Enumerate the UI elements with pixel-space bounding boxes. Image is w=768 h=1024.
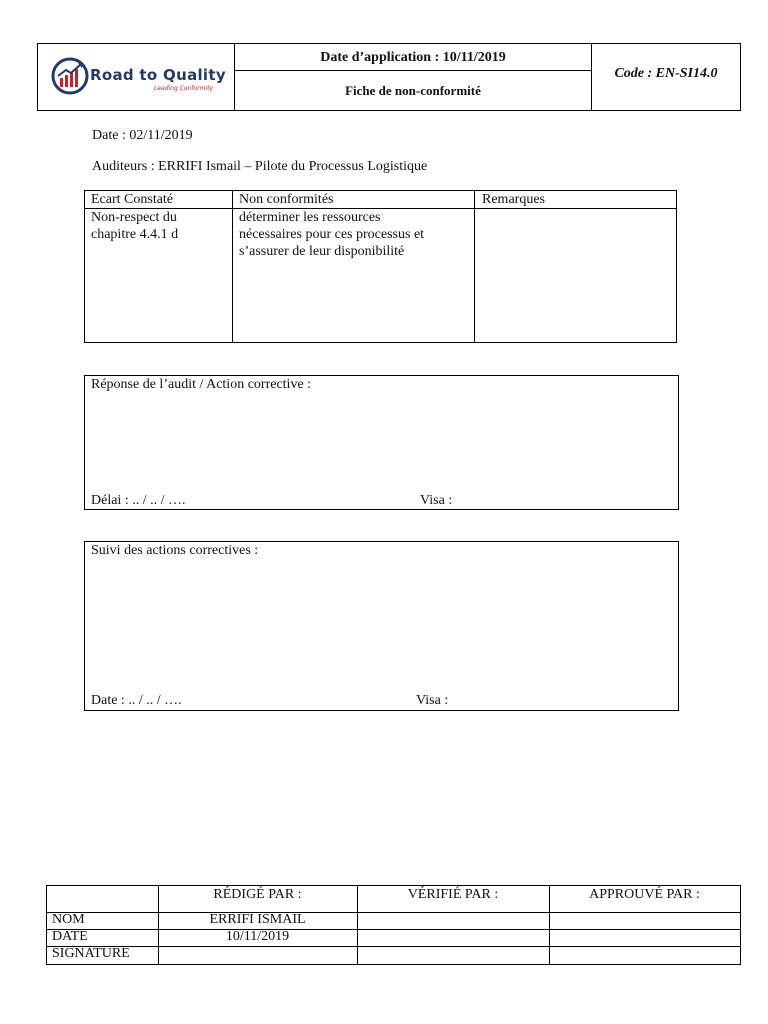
header-middle — [235, 44, 592, 110]
date-application: Date d’application : 10/11/2019 — [235, 44, 591, 71]
audit-date: Date : 02/11/2019 — [92, 128, 193, 143]
signature-table — [46, 885, 741, 965]
logo-title: Road to Quality — [90, 66, 226, 84]
suivi-visa-field: Visa : — [416, 693, 449, 708]
date-redige: 10/11/2019 — [225, 929, 290, 944]
suivi-title: Suivi des actions correctives : — [91, 543, 259, 558]
ecart-line: chapitre 4.4.1 d — [91, 227, 179, 242]
header-remarques: Remarques — [482, 192, 545, 207]
ecart-line: Non-respect du — [91, 210, 177, 225]
document-code: Code : EN-SI14.0 — [614, 66, 718, 81]
suivi-date-field: Date : .. / .. / …. — [91, 693, 182, 708]
nc-line: déterminer les ressources — [239, 210, 381, 225]
suivi-actions-box — [84, 541, 679, 711]
nc-line: nécessaires pour ces processus et — [239, 227, 425, 242]
header-verifie-par: VÉRIFIÉ PAR : — [407, 887, 499, 902]
row-label-signature: SIGNATURE — [52, 946, 130, 961]
ecart-cell — [91, 209, 178, 243]
delai-field: Délai : .. / .. / …. — [91, 493, 186, 508]
logo-cell — [38, 44, 235, 110]
header-ecart-constate: Ecart Constaté — [91, 192, 174, 207]
header-non-conformites: Non conformités — [239, 192, 334, 207]
reponse-audit-box — [84, 375, 679, 510]
road-to-quality-logo-icon — [50, 56, 90, 96]
nc-line: s’assurer de leur disponibilité — [239, 244, 405, 259]
header-approuve-par: APPROUVÉ PAR : — [589, 887, 700, 902]
row-label-date: DATE — [52, 929, 88, 944]
auditeurs-line: Auditeurs : ERRIFI Ismail – Pilote du Processus Logistique — [92, 159, 428, 174]
visa-field: Visa : — [420, 493, 453, 508]
nom-redige: ERRIFI ISMAIL — [209, 912, 306, 927]
logo-subtitle: Leading Conformity — [154, 85, 214, 92]
non-conformite-cell — [239, 209, 424, 260]
document-header — [37, 43, 741, 111]
document-title: Fiche de non-conformité — [345, 83, 481, 98]
row-label-nom: NOM — [52, 912, 85, 927]
reponse-title: Réponse de l’audit / Action corrective : — [91, 377, 312, 392]
ecart-table — [84, 190, 677, 343]
header-redige-par: RÉDIGÉ PAR : — [213, 887, 302, 902]
